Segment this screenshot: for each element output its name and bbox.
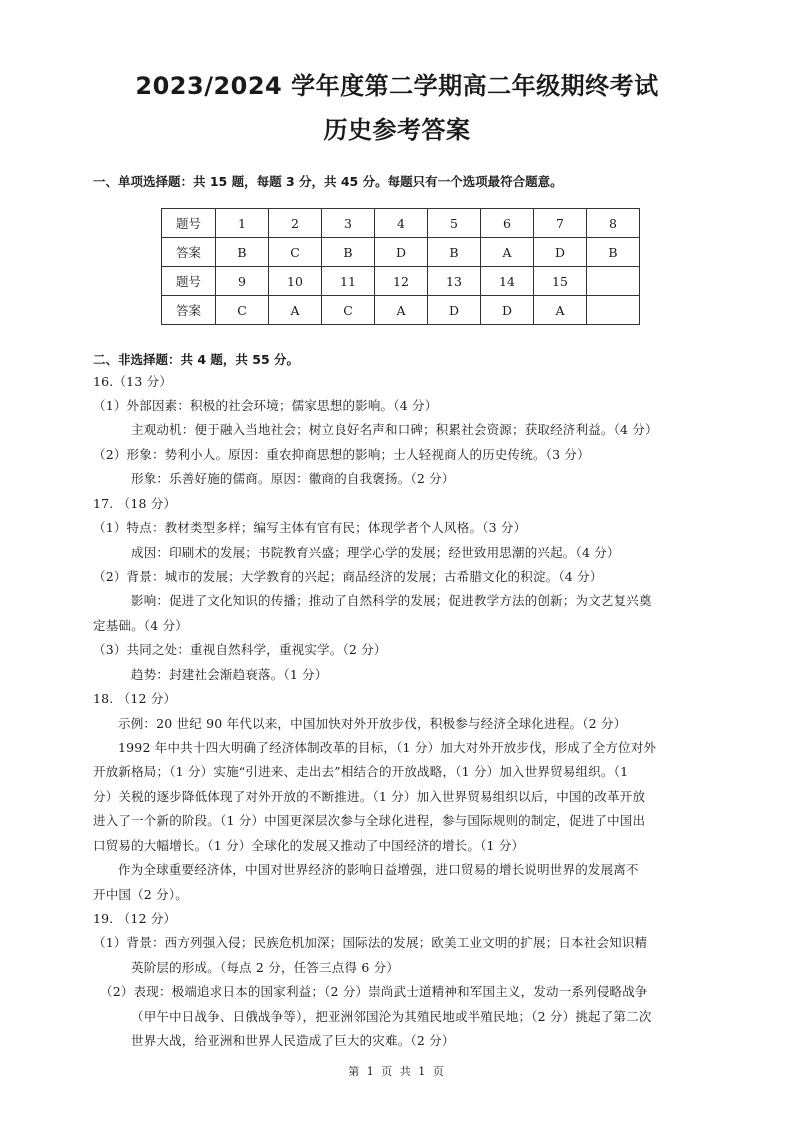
answer-line: 世界大战，给亚洲和世界人民造成了巨大的灾难。（2 分）	[131, 1033, 455, 1048]
table-cell: D	[534, 238, 587, 267]
answer-line: 开放新格局；（1 分）实施“引进来、走出去”相结合的开放战略，（1 分）加入世界贸易组织。（1	[93, 764, 629, 779]
table-cell: 答案	[162, 238, 216, 267]
table-cell: B	[322, 238, 375, 267]
table-row	[162, 296, 640, 325]
table-cell: 2	[269, 209, 322, 238]
answer-line: 影响：促进了文化知识的传播；推动了自然科学的发展；促进教学方法的创新；为文艺复兴奠	[131, 593, 652, 608]
table-cell: 3	[322, 209, 375, 238]
answer-line: 开中国（2 分）。	[93, 887, 188, 902]
table-cell: 9	[216, 267, 269, 296]
table-row	[162, 267, 640, 296]
table-cell: C	[216, 296, 269, 325]
answer-line: （3）共同之处：重视自然科学，重视实学。（2 分）	[93, 642, 387, 657]
table-cell: C	[269, 238, 322, 267]
table-cell: 答案	[162, 296, 216, 325]
table-cell: C	[322, 296, 375, 325]
answer-line: （1）外部因素：积极的社会环境；儒家思想的影响。（4 分）	[93, 398, 438, 413]
table-row	[162, 209, 640, 238]
table-cell: B	[587, 238, 640, 267]
table-cell: 8	[587, 209, 640, 238]
answer-line: （1）背景：西方列强入侵；民族危机加深；国际法的发展；欧美工业文明的扩展；日本社会知识精	[93, 935, 648, 950]
table-cell: A	[375, 296, 428, 325]
table-cell: 6	[481, 209, 534, 238]
question-heading: 19. （12 分）	[93, 911, 177, 926]
answer-line: 成因：印刷术的发展；书院教育兴盛；理学心学的发展；经世致用思潮的兴起。（4 分）	[131, 545, 620, 560]
answer-line: （甲午中日战争、日俄战争等），把亚洲邻国沦为其殖民地或半殖民地；（2 分）挑起了第二次	[131, 1009, 652, 1024]
table-cell: D	[481, 296, 534, 325]
table-cell: 11	[322, 267, 375, 296]
table-cell: 14	[481, 267, 534, 296]
answer-line: 示例：20 世纪 90 年代以来，中国加快对外开放步伐，积极参与经济全球化进程。（2 分）	[118, 716, 627, 731]
table-cell: 10	[269, 267, 322, 296]
exam-subtitle: 历史参考答案	[323, 116, 471, 144]
table-cell: 12	[375, 267, 428, 296]
answer-line: （2）表现：极端追求日本的国家利益；（2 分）崇尚武士道精神和军国主义，发动一系列侵略战争	[100, 984, 648, 999]
table-cell: 1	[216, 209, 269, 238]
table-cell: 4	[375, 209, 428, 238]
table-cell: 题号	[162, 209, 216, 238]
answer-line: 进入了一个新的阶段。（1 分）中国更深层次参与全球化进程，参与国际规则的制定，促进了中国出	[93, 813, 646, 828]
table-cell: 13	[428, 267, 481, 296]
table-cell: B	[216, 238, 269, 267]
table-cell: A	[481, 238, 534, 267]
answer-line: 作为全球重要经济体，中国对世界经济的影响日益增强，进口贸易的增长说明世界的发展离不	[118, 862, 639, 877]
table-cell: 7	[534, 209, 587, 238]
answer-line: （2）背景：城市的发展；大学教育的兴起；商品经济的发展；古希腊文化的积淀。（4 分）	[93, 569, 603, 584]
answer-line: 趋势：封建社会渐趋衰落。（1 分）	[131, 667, 328, 682]
table-cell: 5	[428, 209, 481, 238]
answer-line: 形象：乐善好施的儒商。原因：徽商的自我褒扬。（2 分）	[131, 471, 455, 486]
table-cell: A	[269, 296, 322, 325]
question-heading: 18. （12 分）	[93, 691, 177, 706]
section-one-heading: 一、单项选择题：共 15 题，每题 3 分，共 45 分。每题只有一个选项最符合题意。	[93, 174, 563, 189]
table-row	[162, 238, 640, 267]
table-cell: 15	[534, 267, 587, 296]
page-number: 第 1 页 共 1 页	[348, 1065, 446, 1078]
answer-line: 口贸易的大幅增长。（1 分）全球化的发展又推动了中国经济的增长。（1 分）	[93, 838, 525, 853]
table-cell: B	[428, 238, 481, 267]
answer-line: 定基础。（4 分）	[93, 618, 188, 633]
table-cell	[587, 267, 640, 296]
table-cell: D	[428, 296, 481, 325]
table-cell: 题号	[162, 267, 216, 296]
table-cell: A	[534, 296, 587, 325]
section-two-heading: 二、非选择题：共 4 题，共 55 分。	[93, 352, 300, 367]
question-heading: 16.（13 分）	[93, 374, 173, 389]
table-cell	[587, 296, 640, 325]
answer-line: 1992 年中共十四大明确了经济体制改革的目标，（1 分）加大对外开放步伐，形成了全方位对外	[118, 740, 657, 755]
question-heading: 17. （18 分）	[93, 496, 177, 511]
answer-line: （1）特点：教材类型多样；编写主体有官有民；体现学者个人风格。（3 分）	[93, 520, 527, 535]
answer-table	[161, 208, 640, 325]
answer-line: （2）形象：势利小人。原因：重农抑商思想的影响；士人轻视商人的历史传统。（3 分）	[93, 447, 590, 462]
table-cell: D	[375, 238, 428, 267]
exam-title: 2023/2024 学年度第二学期高二年级期终考试	[135, 72, 659, 100]
answer-line: 英阶层的形成。（每点 2 分，任答三点得 6 分）	[131, 960, 400, 975]
answer-line: 主观动机：便于融入当地社会；树立良好名声和口碑；积累社会资源；获取经济利益。（4 分）	[131, 422, 658, 437]
answer-line: 分）关税的逐步降低体现了对外开放的不断推进。（1 分）加入世界贸易组织以后，中国的改革开放	[93, 789, 646, 804]
